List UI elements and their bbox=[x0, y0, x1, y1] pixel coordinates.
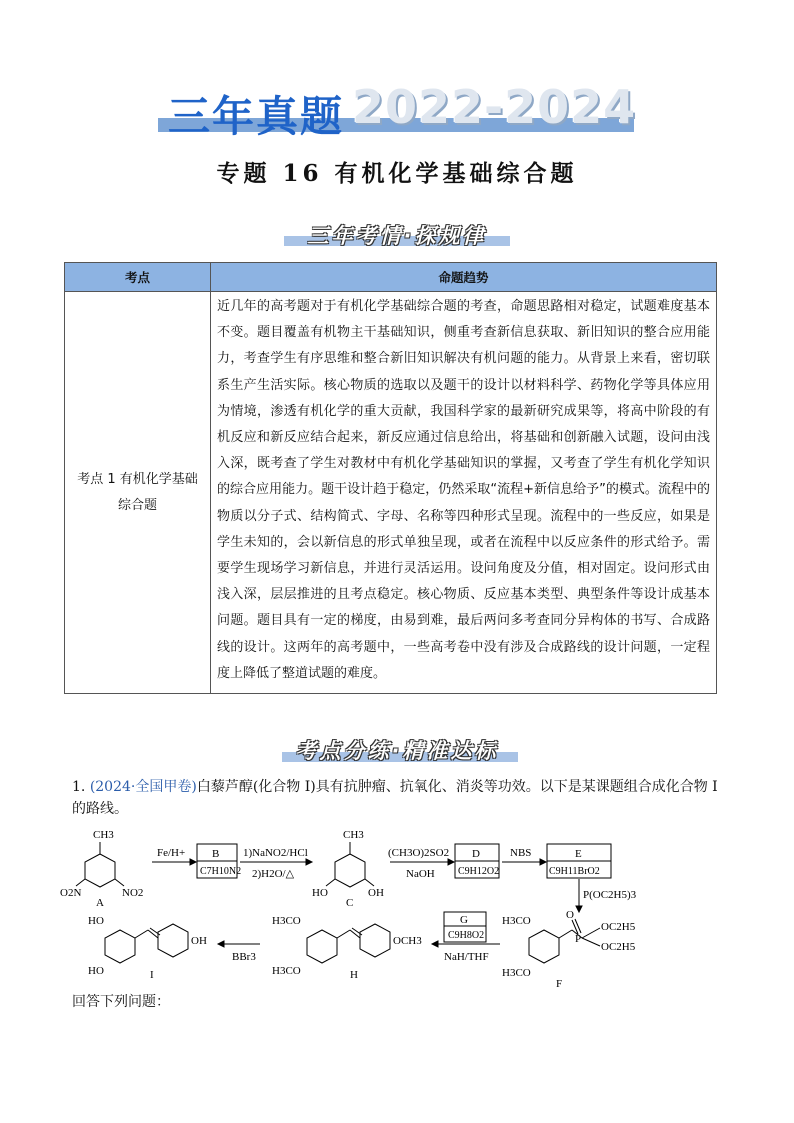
table-header-row bbox=[65, 263, 717, 292]
table-header-trend: 命题趋势 bbox=[211, 263, 717, 292]
question-number: 1. bbox=[72, 779, 86, 795]
ring-h-right bbox=[360, 924, 390, 957]
label-h3co-f-top: H3CO bbox=[502, 915, 531, 927]
reagent-h-to-i: BBr3 bbox=[232, 951, 256, 963]
table-row bbox=[65, 292, 717, 694]
compound-c-label: C bbox=[346, 897, 354, 909]
ring-i-left bbox=[105, 930, 135, 963]
compound-e-label: E bbox=[575, 848, 582, 860]
reagent-b-to-c-1: 1)NaNO2/HCl bbox=[243, 847, 308, 859]
label-ch3-c: CH3 bbox=[343, 829, 364, 841]
compound-g-formula: C9H8O2 bbox=[448, 930, 485, 941]
question-source: (2024·全国甲卷) bbox=[89, 779, 197, 795]
section1-title: 三年考情·探规律 bbox=[307, 224, 487, 248]
compound-d-label: D bbox=[472, 848, 480, 860]
label-oh-c: OH bbox=[368, 887, 384, 899]
label-ch3-a: CH3 bbox=[93, 829, 114, 841]
reagent-d-to-e: NBS bbox=[510, 847, 532, 859]
compound-h-label: H bbox=[350, 969, 358, 981]
compound-b-formula: C7H10N2 bbox=[200, 866, 242, 877]
ring-i-right bbox=[158, 924, 188, 957]
reagent-e-to-f: P(OC2H5)3 bbox=[583, 889, 637, 901]
banner-title-years: 2022-2024 bbox=[352, 80, 637, 134]
compound-f-label: F bbox=[556, 978, 563, 990]
section1-heading bbox=[0, 218, 794, 252]
label-ho-i-top: HO bbox=[88, 915, 104, 927]
ring-a bbox=[85, 854, 115, 887]
label-och3-h: OCH3 bbox=[393, 935, 422, 947]
table-header-kaodian: 考点 bbox=[65, 263, 211, 292]
reagent-a-to-b: Fe/H+ bbox=[157, 847, 186, 859]
table-cell-kaodian: 考点 1 有机化学基础综合题 bbox=[65, 292, 211, 694]
label-ho-i-bottom: HO bbox=[88, 965, 104, 977]
ring-f bbox=[529, 930, 559, 963]
reagent-c-to-d-2: NaOH bbox=[406, 868, 435, 880]
compound-b-label: B bbox=[212, 848, 220, 860]
label-oc2h5-f-1: OC2H5 bbox=[601, 921, 636, 933]
label-o2n-a: O2N bbox=[60, 887, 82, 899]
label-no2-a: NO2 bbox=[122, 887, 144, 899]
compound-g-label: G bbox=[460, 914, 468, 926]
synthesis-scheme bbox=[60, 822, 740, 994]
label-oh-i: OH bbox=[191, 935, 207, 947]
label-h3co-h-top: H3CO bbox=[272, 915, 301, 927]
trend-table bbox=[64, 262, 717, 694]
label-oc2h5-f-2: OC2H5 bbox=[601, 941, 636, 953]
section2-title: 考点分练·精准达标 bbox=[295, 739, 499, 763]
reagent-c-to-d-1: (CH3O)2SO2 bbox=[388, 847, 450, 859]
label-h3co-f-bottom: H3CO bbox=[502, 967, 531, 979]
reagent-f-to-h: NaH/THF bbox=[444, 951, 489, 963]
question-stem-text: 白藜芦醇(化合物 I)具有抗肿瘤、抗氧化、消炎等功效。以下是某课题组合成化合物 I 的路线。 bbox=[72, 779, 718, 817]
compound-a-label: A bbox=[96, 897, 104, 909]
ring-h-left bbox=[307, 930, 337, 963]
question-1-stem bbox=[72, 776, 722, 820]
ring-c bbox=[335, 854, 365, 887]
label-h3co-h-bottom: H3CO bbox=[272, 965, 301, 977]
label-p-f: P bbox=[575, 933, 582, 945]
table-cell-trend: 近几年的高考题对于有机化学基础综合题的考查，命题思路相对稳定，试题难度基本不变。题目覆盖有机物主干基础知识，侧重考查新信息获取、新旧知识的整合应用能力，考查学生有序思维和整合新旧知识解决有机问题的能力。从背景上来看，密切联系生产生活实际。核心物质的选取以及题干的设计以材料科学、药物化学等具体应用为情境，渗透有机化学的重大贡献，我国科学家的最新研究成果等，将高中阶段的有机反应和新反应结合起来，新反应通过信息给出，将基础和创新融入试题，设问由浅入深，既考查了学生对教材中有机化学基础知识的掌握，又考查了学生有机化学知识的综合应用能力。题干设计趋于稳定，仍然采取“流程+新信息给予”的模式。流程中的物质以分子式、结构简式、字母、名称等四种形式呈现。流程中的一些反应，如果是学生未知的，会以新信息的形式单独呈现，或者在流程中以反应条件的形式给予。需要学生现场学习新信息，并进行灵活运用。设问角度及分值，相对固定。设问形式由浅入深，层层推进的且考点稳定。核心物质、反应基本类型、典型条件等设计成基本问题。题目具有一定的梯度，由易到难，最后两问多考查同分异构体的书写、合成路线的设计。这两年的高考题中，一些高考卷中没有涉及合成路线的设计问题，一定程度上降低了整道试题的难度。 bbox=[211, 292, 717, 694]
subject-title: 专题 16 有机化学基础综合题 bbox=[216, 160, 578, 187]
label-ho-c: HO bbox=[312, 887, 328, 899]
section2-heading bbox=[0, 733, 794, 767]
compound-d-formula: C9H12O2 bbox=[458, 866, 500, 877]
label-o-f: O bbox=[566, 909, 574, 921]
banner-title-cn: 三年真题 bbox=[168, 92, 345, 141]
compound-i-label: I bbox=[150, 969, 154, 981]
question-1-followup: 回答下列问题： bbox=[72, 994, 170, 1010]
reagent-b-to-c-2: 2)H2O/△ bbox=[252, 868, 295, 880]
compound-e-formula: C9H11BrO2 bbox=[549, 866, 600, 877]
